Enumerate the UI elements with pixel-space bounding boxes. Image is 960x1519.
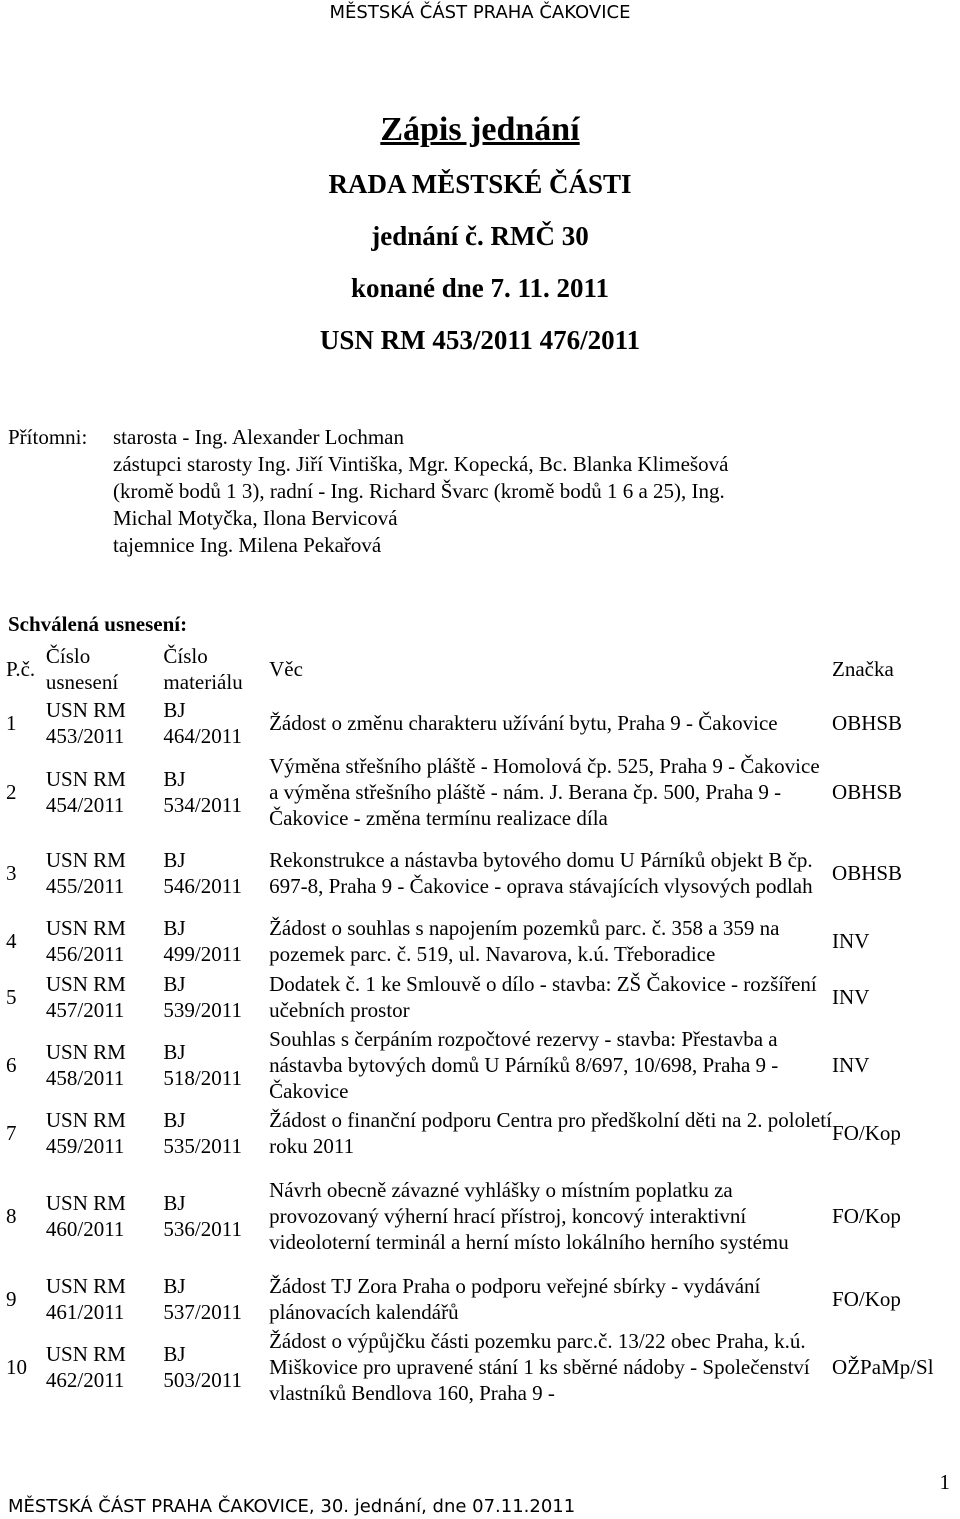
header-material-number: Číslo materiálu <box>163 644 243 694</box>
document-title: Zápis jednání <box>380 111 580 148</box>
row-number: 2 <box>6 780 17 804</box>
table-row <box>0 1271 940 1327</box>
table-row <box>0 1105 940 1161</box>
row-number: 1 <box>6 711 17 735</box>
mark-cell: INV <box>832 929 870 953</box>
table-row <box>0 695 940 751</box>
material-number: BJ 539/2011 <box>163 972 242 1022</box>
mark-cell: INV <box>832 985 870 1009</box>
mark-cell: FO/Kop <box>832 1204 901 1228</box>
row-number: 7 <box>6 1121 17 1145</box>
material-number: BJ 546/2011 <box>163 848 242 898</box>
meeting-number: jednání č. RMČ 30 <box>371 221 589 251</box>
material-number: BJ 464/2011 <box>163 698 242 748</box>
attendees-line: Michal Motyčka, Ilona Bervicová <box>113 506 398 530</box>
resolution-number: USN RM 460/2011 <box>45 1191 126 1241</box>
material-number: BJ 537/2011 <box>163 1274 242 1324</box>
row-number: 8 <box>6 1204 17 1228</box>
page-number: 1 <box>939 1470 950 1494</box>
row-number: 5 <box>6 985 17 1009</box>
subject-cell: Souhlas s čerpáním rozpočtové rezervy - stavba: Přestavba a nástavba bytových domů U Párníků 8/697, 10/698, Praha 9 - Čakovice <box>269 1027 779 1103</box>
resolution-number: USN RM 461/2011 <box>45 1274 126 1324</box>
meeting-date: konané dne 7. 11. 2011 <box>350 273 610 303</box>
table-row <box>0 1161 940 1271</box>
mark-cell: OBHSB <box>832 711 903 735</box>
page-footer: MĚSTSKÁ ČÁST PRAHA ČAKOVICE, 30. jednání, dne 07.11.2011 <box>8 1496 576 1517</box>
attendees-line: starosta - Ing. Alexander Lochman <box>113 425 404 449</box>
row-number: 6 <box>6 1053 17 1077</box>
mark-cell: INV <box>832 1053 870 1077</box>
table-row <box>0 1327 940 1407</box>
resolution-number: USN RM 454/2011 <box>45 767 126 817</box>
mark-cell: OŽPaMp/Sl <box>832 1355 934 1379</box>
resolution-number: USN RM 453/2011 <box>45 698 126 748</box>
row-number: 9 <box>6 1287 17 1311</box>
mark-cell: FO/Kop <box>832 1287 901 1311</box>
material-number: BJ 518/2011 <box>163 1040 242 1090</box>
resolution-number: USN RM 456/2011 <box>45 916 126 966</box>
attendees-line: (kromě bodů 1 3), radní - Ing. Richard Švarc (kromě bodů 1 6 a 25), Ing. <box>113 479 725 503</box>
attendees-list <box>113 424 853 559</box>
subject-cell: Žádost TJ Zora Praha o podporu veřejné sbírky - vydávání plánovacích kalendářů <box>269 1274 761 1324</box>
row-number: 4 <box>6 929 17 953</box>
resolution-number: USN RM 457/2011 <box>45 972 126 1022</box>
table-row <box>0 1025 940 1105</box>
table-header-row <box>0 643 940 695</box>
material-number: BJ 503/2011 <box>163 1342 242 1392</box>
material-number: BJ 499/2011 <box>163 916 242 966</box>
material-number: BJ 536/2011 <box>163 1191 242 1241</box>
row-number: 10 <box>6 1355 27 1379</box>
page-header: MĚSTSKÁ ČÁST PRAHA ČAKOVICE <box>329 2 631 23</box>
mark-cell: FO/Kop <box>832 1121 901 1145</box>
council-name: RADA MĚSTSKÉ ČÁSTI <box>328 169 632 199</box>
material-number: BJ 534/2011 <box>163 767 242 817</box>
table-row <box>0 751 940 833</box>
header-mark: Značka <box>832 657 894 681</box>
header-subject: Věc <box>269 657 303 681</box>
resolution-number: USN RM 462/2011 <box>45 1342 126 1392</box>
attendees-label: Přítomni: <box>8 425 88 449</box>
subject-cell: Žádost o finanční podporu Centra pro předškolní děti na 2. pololetí roku 2011 <box>269 1108 832 1158</box>
header-pc: P.č. <box>6 657 36 681</box>
header-resolution-number: Číslo usnesení <box>45 644 119 694</box>
subject-cell: Dodatek č. 1 ke Smlouvě o dílo - stavba: ZŠ Čakovice - rozšíření učebních prostor <box>269 972 817 1022</box>
subject-cell: Výměna střešního pláště - Homolová čp. 525, Praha 9 - Čakovice a výměna střešního pláště - nám. J. Berana čp. 500, Praha 9 - Čakovice - změna termínu realizace díla <box>269 754 820 830</box>
resolution-number: USN RM 455/2011 <box>45 848 126 898</box>
subject-cell: Návrh obecně závazné vyhlášky o místním poplatku za provozovaný výherní hrací přístroj, koncový interaktivní videoloterní terminál a herní místo lokálního herního systému <box>269 1178 789 1254</box>
subject-cell: Žádost o souhlas s napojením pozemků parc. č. 358 a 359 na pozemek parc. č. 519, ul. Navarova, k.ú. Třeboradice <box>269 916 780 966</box>
resolutions-table <box>0 643 940 1407</box>
row-number: 3 <box>6 861 17 885</box>
subject-cell: Rekonstrukce a nástavba bytového domu U Párníků objekt B čp. 697-8, Praha 9 - Čakovice - oprava stávajících vlysových podlah <box>269 848 813 898</box>
material-number: BJ 535/2011 <box>163 1108 242 1158</box>
subject-cell: Žádost o výpůjčku části pozemku parc.č. 13/22 obec Praha, k.ú. Miškovice pro upravené stání 1 ks sběrné nádoby - Společenství vlastníků Bendlova 160, Praha 9 - <box>269 1329 810 1405</box>
table-row <box>0 833 940 913</box>
resolution-range: USN RM 453/2011 476/2011 <box>319 325 641 355</box>
attendees-line: zástupci starosty Ing. Jiří Vintiška, Mgr. Kopecká, Bc. Blanka Klimešová <box>113 452 729 476</box>
resolution-number: USN RM 459/2011 <box>45 1108 126 1158</box>
mark-cell: OBHSB <box>832 780 903 804</box>
resolution-number: USN RM 458/2011 <box>45 1040 126 1090</box>
mark-cell: OBHSB <box>832 861 903 885</box>
subject-cell: Žádost o změnu charakteru užívání bytu, Praha 9 - Čakovice <box>269 711 778 735</box>
table-row <box>0 969 940 1025</box>
attendees-line: tajemnice Ing. Milena Pekařová <box>113 533 382 557</box>
table-row <box>0 913 940 969</box>
approved-resolutions-label: Schválená usnesení: <box>8 612 188 636</box>
